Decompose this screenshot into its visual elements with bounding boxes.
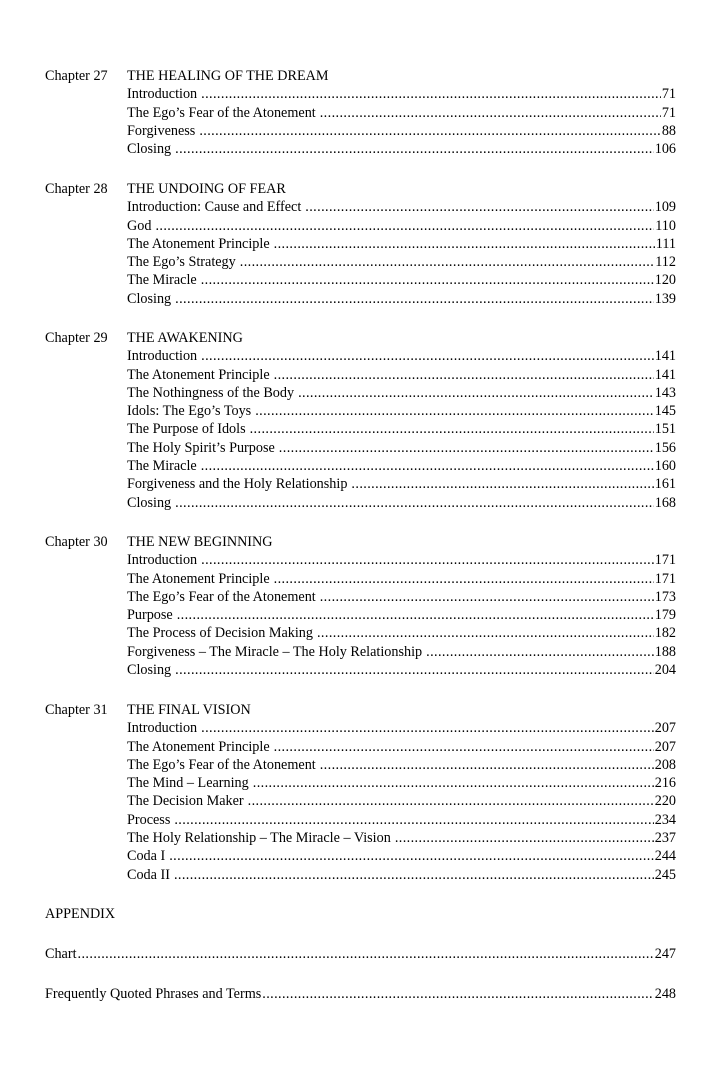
dot-leader <box>320 104 661 122</box>
dot-leader <box>174 811 653 829</box>
toc-entry[interactable] <box>45 945 676 963</box>
entry-page: 216 <box>654 775 676 792</box>
entry-page: 110 <box>655 217 676 234</box>
toc-entry[interactable] <box>127 866 676 884</box>
toc-entry[interactable] <box>127 104 676 122</box>
toc-entry[interactable] <box>127 792 676 810</box>
toc-entry[interactable] <box>127 198 676 216</box>
toc-entry[interactable] <box>127 624 676 642</box>
entry-title: The Miracle <box>127 272 197 289</box>
entry-title: The Ego’s Fear of the Atonement <box>127 756 316 773</box>
entry-title: The Atonement Principle <box>127 235 270 252</box>
dot-leader <box>201 271 654 289</box>
entry-page: 220 <box>654 793 676 810</box>
toc-entry[interactable] <box>127 235 676 253</box>
entry-title: The Atonement Principle <box>127 366 270 383</box>
entry-title: Introduction <box>127 86 198 103</box>
entry-title: The Process of Decision Making <box>127 625 313 642</box>
chapter-number: Chapter 30 <box>45 534 108 550</box>
dot-leader <box>201 347 654 365</box>
dot-leader <box>199 122 661 140</box>
chapter-title: THE AWAKENING <box>127 330 243 346</box>
entry-title: God <box>127 217 152 234</box>
dot-leader <box>201 719 654 737</box>
entry-page: 141 <box>654 348 676 365</box>
entry-title: Introduction <box>127 552 198 569</box>
toc-entry[interactable] <box>127 122 676 140</box>
dot-leader <box>426 643 654 661</box>
dot-leader <box>279 439 654 457</box>
toc-entry[interactable] <box>127 847 676 865</box>
toc-entry[interactable] <box>127 347 676 365</box>
chapter-29 <box>45 329 676 512</box>
dot-leader <box>175 494 654 512</box>
chapter-number: Chapter 28 <box>45 181 108 197</box>
entry-page: 237 <box>654 830 676 847</box>
entry-page: 161 <box>654 476 676 493</box>
entry-page: 71 <box>661 86 676 103</box>
entry-title: Coda II <box>127 866 170 883</box>
entry-page: 234 <box>654 811 676 828</box>
dot-leader <box>274 570 654 588</box>
toc-entry[interactable] <box>127 643 676 661</box>
entry-title: Introduction <box>127 720 198 737</box>
entry-page: 173 <box>654 588 676 605</box>
dot-leader <box>78 945 654 963</box>
entry-page: 247 <box>654 946 676 962</box>
toc-entry[interactable] <box>127 588 676 606</box>
entry-title: The Holy Spirit’s Purpose <box>127 439 275 456</box>
entry-title: The Ego’s Fear of the Atonement <box>127 104 316 121</box>
entry-page: 171 <box>654 552 676 569</box>
entry-title: Closing <box>127 494 172 511</box>
entry-page: 112 <box>655 254 676 271</box>
entry-page: 160 <box>654 458 676 475</box>
dot-leader <box>274 235 655 253</box>
toc-entry[interactable] <box>127 457 676 475</box>
toc-entry[interactable] <box>45 985 676 1003</box>
chapter-31 <box>45 701 676 884</box>
dot-leader <box>253 774 654 792</box>
entry-page: 207 <box>654 738 676 755</box>
appendix-chart-entry-block <box>45 945 676 963</box>
toc-entry[interactable] <box>127 774 676 792</box>
dot-leader <box>262 985 653 1003</box>
toc-entry[interactable] <box>127 85 676 103</box>
entry-page: 106 <box>654 141 676 158</box>
entry-title: The Atonement Principle <box>127 570 270 587</box>
toc-entry[interactable] <box>127 811 676 829</box>
appendix-phrases-entry-block <box>45 985 676 1003</box>
dot-leader <box>240 253 654 271</box>
dot-leader <box>175 290 654 308</box>
toc-entry[interactable] <box>127 570 676 588</box>
toc-entry[interactable] <box>127 384 676 402</box>
entry-page: 156 <box>654 439 676 456</box>
entry-title: The Miracle <box>127 458 197 475</box>
dot-leader <box>351 475 653 493</box>
entry-page: 143 <box>654 384 676 401</box>
entry-page: 120 <box>654 272 676 289</box>
entry-title: Coda I <box>127 848 166 865</box>
toc-entry[interactable] <box>127 271 676 289</box>
toc-entry[interactable] <box>127 738 676 756</box>
dot-leader <box>317 624 654 642</box>
chapter-number: Chapter 29 <box>45 330 108 346</box>
dot-leader <box>175 140 654 158</box>
chapter-title: THE UNDOING OF FEAR <box>127 181 286 197</box>
entry-page: 244 <box>654 848 676 865</box>
entry-page: 188 <box>654 643 676 660</box>
entry-title: The Purpose of Idols <box>127 421 246 438</box>
entry-title: The Mind – Learning <box>127 775 249 792</box>
toc-entry[interactable] <box>127 551 676 569</box>
toc-entry[interactable] <box>127 719 676 737</box>
chapter-heading <box>45 67 676 85</box>
dot-leader <box>201 457 654 475</box>
entry-page: 139 <box>654 290 676 307</box>
toc-entry[interactable] <box>127 661 676 679</box>
dot-leader <box>274 366 654 384</box>
entry-page: 145 <box>654 403 676 420</box>
entry-title: Idols: The Ego’s Toys <box>127 403 252 420</box>
entry-title: Forgiveness <box>127 122 196 139</box>
dot-leader <box>395 829 654 847</box>
dot-leader <box>320 756 654 774</box>
chapter-heading <box>45 701 676 719</box>
entry-title: Forgiveness and the Holy Relationship <box>127 476 348 493</box>
toc-entry[interactable] <box>127 402 676 420</box>
dot-leader <box>248 792 654 810</box>
toc-entry[interactable] <box>127 366 676 384</box>
toc-entry[interactable] <box>127 217 676 235</box>
appendix-heading: APPENDIX <box>45 906 116 922</box>
chapter-27 <box>45 67 676 158</box>
entry-page: 141 <box>654 366 676 383</box>
entry-title: Chart <box>45 946 77 962</box>
dot-leader <box>320 588 654 606</box>
chapter-heading <box>45 533 676 551</box>
entry-title: Closing <box>127 141 172 158</box>
toc-entry[interactable] <box>127 756 676 774</box>
entry-title: Closing <box>127 662 172 679</box>
toc-entry[interactable] <box>127 494 676 512</box>
entry-title: Introduction: Cause and Effect <box>127 199 302 216</box>
chapter-number: Chapter 27 <box>45 68 108 84</box>
entry-title: Introduction <box>127 348 198 365</box>
entry-title: The Ego’s Fear of the Atonement <box>127 588 316 605</box>
dot-leader <box>201 551 654 569</box>
toc-entry[interactable] <box>127 606 676 624</box>
toc-entry[interactable] <box>127 439 676 457</box>
entry-title: Process <box>127 811 171 828</box>
chapter-heading <box>45 329 676 347</box>
entry-title: Purpose <box>127 607 173 624</box>
entry-page: 207 <box>654 720 676 737</box>
entry-page: 111 <box>655 235 676 252</box>
toc-entry[interactable] <box>127 829 676 847</box>
entry-title: The Atonement Principle <box>127 738 270 755</box>
dot-leader <box>177 606 654 624</box>
entry-page: 204 <box>654 662 676 679</box>
entry-title: The Decision Maker <box>127 793 244 810</box>
entry-page: 171 <box>654 570 676 587</box>
toc-entry[interactable] <box>127 290 676 308</box>
entry-title: The Nothingness of the Body <box>127 384 295 401</box>
chapter-number: Chapter 31 <box>45 702 108 718</box>
dot-leader <box>274 738 654 756</box>
dot-leader <box>169 847 653 865</box>
dot-leader <box>175 661 654 679</box>
dot-leader <box>255 402 654 420</box>
entry-title: The Ego’s Strategy <box>127 254 236 271</box>
chapter-title: THE HEALING OF THE DREAM <box>127 68 329 84</box>
toc-entry[interactable] <box>127 475 676 493</box>
entry-title: Forgiveness – The Miracle – The Holy Relationship <box>127 643 423 660</box>
chapter-28 <box>45 180 676 308</box>
dot-leader <box>155 217 654 235</box>
dot-leader <box>305 198 653 216</box>
entry-title: The Holy Relationship – The Miracle – Vision <box>127 830 391 847</box>
chapter-30 <box>45 533 676 679</box>
toc-entry[interactable] <box>127 140 676 158</box>
entry-title: Closing <box>127 290 172 307</box>
entry-title: Frequently Quoted Phrases and Terms <box>45 986 262 1002</box>
entry-page: 182 <box>654 625 676 642</box>
dot-leader <box>298 384 654 402</box>
entry-page: 88 <box>661 122 676 139</box>
entry-page: 179 <box>654 607 676 624</box>
dot-leader <box>174 866 654 884</box>
entry-page: 208 <box>654 756 676 773</box>
dot-leader <box>250 420 654 438</box>
chapter-title: THE FINAL VISION <box>127 702 251 718</box>
chapter-title: THE NEW BEGINNING <box>127 534 273 550</box>
entry-page: 168 <box>654 494 676 511</box>
entry-page: 245 <box>654 866 676 883</box>
toc-entry[interactable] <box>127 253 676 271</box>
entry-page: 71 <box>661 104 676 121</box>
toc-entry[interactable] <box>127 420 676 438</box>
chapter-heading <box>45 180 676 198</box>
entry-page: 151 <box>654 421 676 438</box>
entry-page: 248 <box>654 986 676 1002</box>
dot-leader <box>201 85 661 103</box>
entry-page: 109 <box>654 199 676 216</box>
